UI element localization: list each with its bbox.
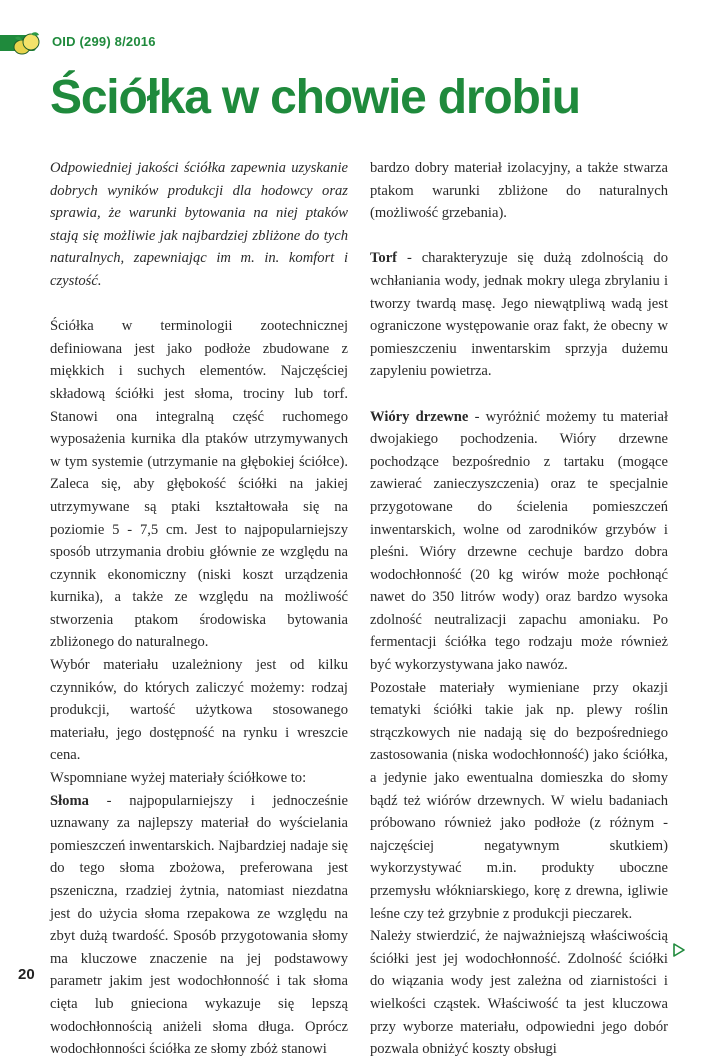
term-peat: Torf (370, 250, 398, 267)
article-title: Ściółka w chowie drobiu (50, 71, 580, 124)
text-straw: - najpopularniejszy i jednocześnie uznawany za najlepszy materiał do wyścielania pomieszczeń inwentarskich. Najbardziej nadaje się do tego słoma zbożowa, preferowana jest pszeniczna, rzadziej żytnia, natomiast niezdatna jest do użycia słoma rzepakowa ze względu na zbyt dużą twardość. Sposób przygotowania słomy ma kluczowe znaczenie na jej podstawowy parametr jakim jest wodochłonność i tak słoma cięta lub gnieciona wykazuje się lepszą wodochłonnością aniżeli słoma długa. Oprócz wodochłonności ściółka ze słomy zbóż stanowi (50, 792, 348, 1058)
issue-label: OID (299) 8/2016 (52, 34, 156, 49)
term-wood-shavings: Wióry drzewne (370, 408, 469, 425)
right-column (370, 157, 668, 1061)
text-wood-shavings: - wyróżnić możemy tu materiał dwojakiego pochodzenia. Wióry drzewne pochodzące bezpośrednio z tartaku (mogące zawierać zanieczyszczenia) oraz te specjalnie przygotowane do ścielenia pomieszczeń inwentarskich, wolne od zarodników grzybów i pleśni. Wióry drzewne cechuje bardzo dobra wodochłonność (20 kg wirów może pochłonąć nawet do 350 litrów wody) oraz bardzo wysoka zdolność neutralizacji zapachu amoniaku. Po fermentacji ściółka tego rodzaju może również być wykorzystywana jako nawóz. (370, 408, 668, 674)
text-peat: - charakteryzuje się dużą zdolnością do wchłaniania wody, jednak mokry ulega zbrylaniu i tworzy twardą masę. Jego niewątpliwą wadą jest ograniczone występowanie oraz fakt, że obecny w pomieszczeniu inwentarskim sprzyja dużemu zapyleniu powietrza. (370, 250, 668, 380)
paragraph-materials-intro: Wspomniane wyżej materiały ściółkowe to: (50, 770, 307, 787)
continue-arrow-icon (673, 943, 685, 957)
paragraph-material-choice: Wybór materiału uzależniony jest od kilku czynników, do których zaliczyć możemy: rodzaj produkcji, wartość użytkowa stosowanego materiału, jego dostępność na rynku i wreszcie cena. (50, 657, 348, 764)
paragraph-other-materials: Pozostałe materiały wymieniane przy okazji tematyki ściółki takie jak np. plewy roślin strączkowych nie nadają się do bezpośredniego zastosowania (niska wodochłonność) jako ściółka, a jedynie jako ewentualna domieszka do słomy bądź też wiórów drzewnych. W wielu badaniach próbowano również jako podłoże (z różnym - najczęściej negatywnym skutkiem) wykorzystywać m.in. produkty uboczne przemysłu włókniarskiego, korę z drewna, igliwie leśne czy też grzybnie z produkcji pieczarek. (370, 679, 668, 922)
paragraph-straw-continued: bardzo dobry materiał izolacyjny, a także stwarza ptakom warunki zbliżone do naturalnych (możliwość grzebania). (370, 160, 668, 222)
paragraph-straw (50, 790, 348, 1061)
paragraph-definition: Ściółka w terminologii zootechnicznej definiowana jest jako podłoże zbudowane z miękkich i suchych elementów. Najczęściej składową ściółki jest słoma, trociny lub torf. Stanowi ona integralną część ruchomego wyposażenia kurnika dla ptaków utrzymywanych w tym systemie (utrzymanie na głębokiej ściółce). Zaleca się, aby głębokość ściółki na jakiej utrzymywane są ptaki kształtowała się na poziomie 5 - 7,5 cm. Jest to najpopularniejszy sposób utrzymania drobiu głównie ze względu na czynnik ekonomiczny (niski koszt urządzenia kurnika), a także ze względu na możliwość stworzenia ptakom środowiska bytowania zbliżonego do naturalnego. (50, 318, 348, 651)
lead-paragraph: Odpowiedniej jakości ściółka zapewnia uzyskanie dobrych wyników produkcji dla hodowcy oraz sprawia, że warunki bytowania na niej ptaków stają się możliwie jak najbardziej zbliżone do tych naturalnych, zapewniając im m. in. komfort i czystość. (50, 160, 348, 289)
paragraph-conclusion: Należy stwierdzić, że najważniejszą właściwością ściółki jest jej wodochłonność. Zdolność ściółki do wiązania wody jest zależna od ziarnistości i wielkości cząstek. Właściwość ta jest kluczowa przy wyborze materiału, odpowiedni jego dobór pozwala obniżyć koszty obsługi (370, 928, 668, 1058)
left-column (50, 157, 348, 1061)
paragraph-wood-shavings (370, 406, 668, 677)
page-number: 20 (18, 966, 35, 983)
paragraph-peat (370, 247, 668, 383)
magazine-logo-icon (12, 30, 42, 56)
term-straw: Słoma (50, 792, 89, 809)
page-header (0, 30, 200, 56)
